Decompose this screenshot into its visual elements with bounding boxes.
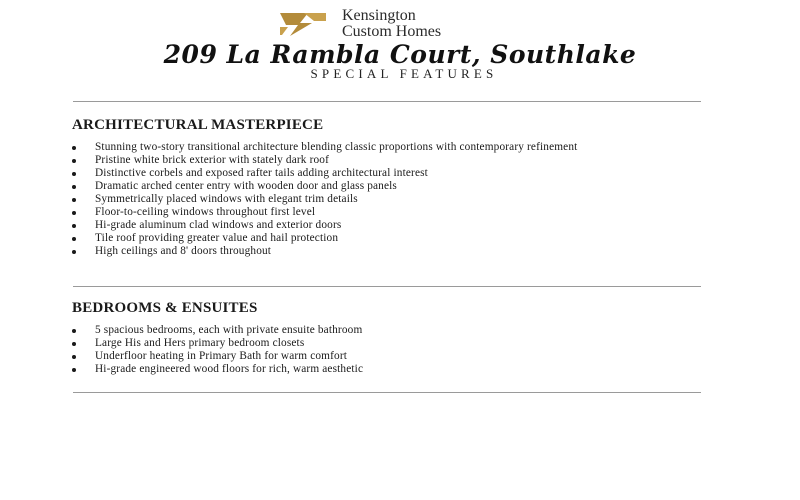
- brand-name-line1: Kensington: [342, 7, 416, 24]
- divider-top: [73, 101, 701, 102]
- divider-middle: [73, 286, 701, 287]
- bullet-icon: [72, 198, 76, 202]
- bullet-icon: [72, 250, 76, 254]
- list-item: Distinctive corbels and exposed rafter tails adding architectural interest: [72, 167, 702, 180]
- list-item: Underfloor heating in Primary Bath for warm comfort: [72, 350, 702, 363]
- list-item: Hi-grade engineered wood floors for rich, warm aesthetic: [72, 363, 702, 376]
- section-heading-bedrooms: BEDROOMS & ENSUITES: [72, 300, 258, 316]
- section-heading-architectural: ARCHITECTURAL MASTERPIECE: [72, 117, 324, 133]
- bullet-icon: [72, 159, 76, 163]
- property-address-title: 209 La Rambla Court, Southlake: [163, 40, 637, 69]
- bullet-icon: [72, 368, 76, 372]
- special-features-subtitle: SPECIAL FEATURES: [310, 66, 498, 81]
- bullet-icon: [72, 329, 76, 333]
- bullet-icon: [72, 185, 76, 189]
- bullet-icon: [72, 237, 76, 241]
- divider-bottom: [73, 392, 701, 393]
- bullet-icon: [72, 172, 76, 176]
- bullet-icon: [72, 211, 76, 215]
- brand-name: [342, 8, 441, 40]
- list-item: Symmetrically placed windows with elegant trim details: [72, 193, 702, 206]
- brand-logo: [278, 8, 441, 40]
- gold-lightning-square-icon: [278, 11, 328, 37]
- list-item: Stunning two-story transitional architecture blending classic proportions with contemporary refinement: [72, 141, 702, 154]
- list-item: Tile roof providing greater value and hail protection: [72, 232, 702, 245]
- brand-name-line2: Custom Homes: [342, 23, 442, 40]
- bullet-icon: [72, 146, 76, 150]
- list-item: Dramatic arched center entry with wooden door and glass panels: [72, 180, 702, 193]
- list-item: Hi-grade aluminum clad windows and exterior doors: [72, 219, 702, 232]
- bullet-icon: [72, 224, 76, 228]
- list-item: High ceilings and 8' doors throughout: [72, 245, 702, 258]
- list-item: Floor-to-ceiling windows throughout first level: [72, 206, 702, 219]
- list-item: Large His and Hers primary bedroom closets: [72, 337, 702, 350]
- architectural-feature-list: [72, 141, 702, 258]
- list-item: Pristine white brick exterior with stately dark roof: [72, 154, 702, 167]
- bullet-icon: [72, 355, 76, 359]
- list-item: 5 spacious bedrooms, each with private ensuite bathroom: [72, 324, 702, 337]
- bedrooms-feature-list: [72, 324, 702, 376]
- bullet-icon: [72, 342, 76, 346]
